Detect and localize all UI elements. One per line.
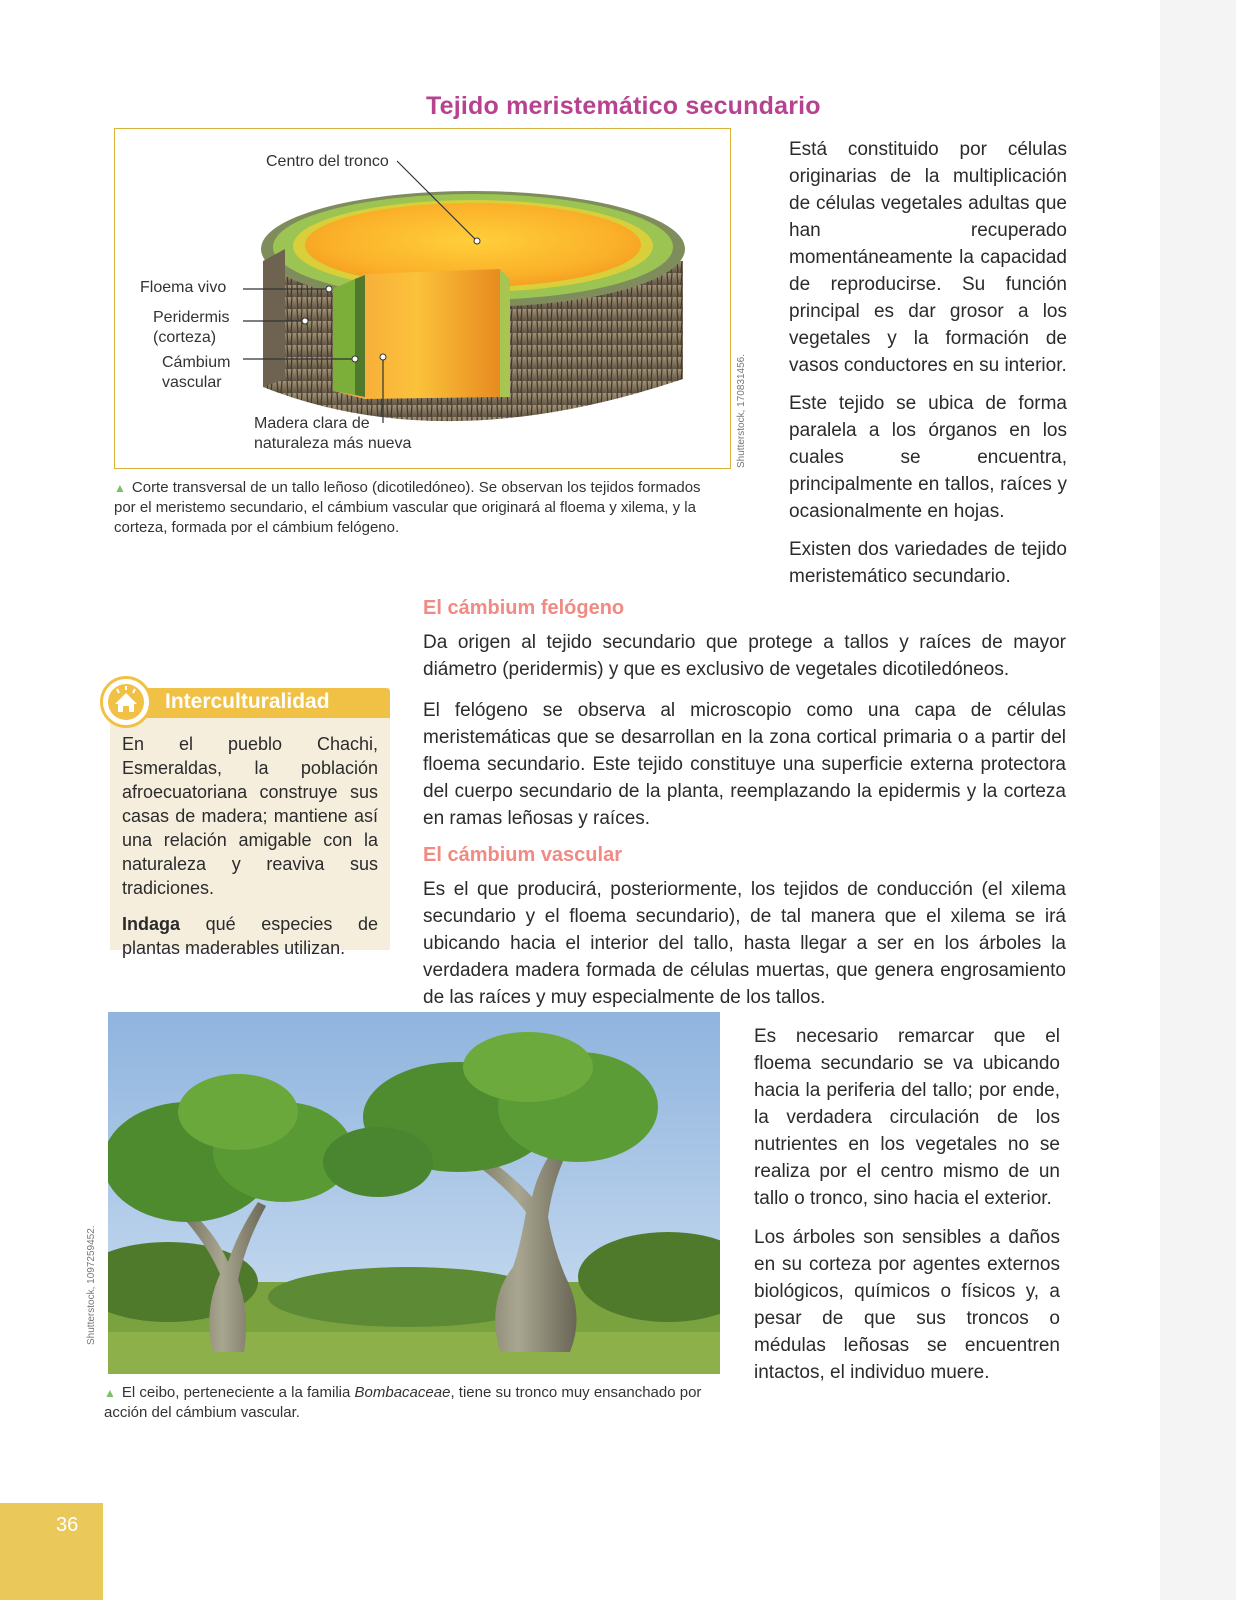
page-edge-shade [1160,0,1236,1600]
cut-side-ring [500,269,510,397]
felogeno-heading: El cámbium felógeno [423,597,625,619]
figure2-credit: Shutterstock, 1097259452. [86,1225,97,1345]
interculturalidad-title: Interculturalidad [165,690,330,713]
triangle-icon: ▲ [114,481,126,495]
house-people-icon [103,679,149,725]
label-peridermis: Peridermis [153,309,230,326]
intro-paragraph-3: Existen dos variedades de tejido meristemático secundario. [789,539,1067,587]
label-centro-tronco: Centro del tronco [266,153,389,170]
vascular-heading: El cámbium vascular [423,844,622,866]
label-vascular: vascular [162,374,222,391]
vascular-paragraph-1: Es el que producirá, posteriormente, los tejidos de conducción (el xilema secundario y el floema secundario), de tal manera que el xilema se irá ubicando hacia el interior del tallo, hasta llegar a ser en los árboles la verdadera madera formada de células muertas, que genera engrosamiento de las raíces y muy especialmente de los tallos. [423,879,1066,1008]
felogeno-paragraph-1: Da origen al tejido secundario que protege a tallos y raíces de mayor diámetro (peridermis) y que es exclusivo de vegetales dicotiledóneos. [423,632,1066,680]
label-naturaleza-nueva: naturaleza más nueva [254,435,412,452]
trunk-cross-section-diagram [115,129,732,470]
ceibo-photo [108,1012,720,1374]
intro-paragraph-1: Está constituido por células originarias de la multiplicación de células vegetales adultas que han recuperado momentáneamente la capacidad de reproducirse. Su función principal es dar grosor a los vegetales y la formación de vasos conductores en su interior. [789,139,1067,376]
label-madera-clara: Madera clara de [254,415,370,432]
interculturalidad-header [110,688,390,718]
ceibo-illustration [108,1012,720,1374]
leader-floema-dot [326,286,332,292]
page-number: 36 [56,1514,79,1536]
closing-paragraph-1: Es necesario remarcar que el floema secundario se va ubicando hacia la periferia del tallo; por ende, la verdadera circulación de los nutrientes en los vegetales no se realiza por el centro mismo de un tallo o tronco, sino hacia el exterior. [754,1026,1060,1209]
culture-icon [100,676,152,728]
leader-madera-dot [380,354,386,360]
page-number-tab [0,1503,103,1600]
page-title: Tejido meristemático secundario [426,92,821,120]
cut-cambium [355,275,365,397]
interculturalidad-text [122,732,378,972]
cut-floema [333,279,355,395]
trunk-diagram-frame [114,128,731,469]
label-floema-vivo: Floema vivo [140,279,227,296]
figure1-credit: Shutterstock, 170831456. [736,354,747,468]
interculturalidad-paragraph-2: Indaga qué especies de plantas maderables utilizan. [122,914,378,958]
felogeno-paragraph-2: El felógeno se observa al microscopio como una capa de células meristemáticas que se desarrollan en la zona cortical primaria o a partir del floema secundario. Este tejido constituye una superficie externa protectora del cuerpo secundario de la planta, reemplazando la epidermis y la corteza en ramas leñosas y raíces. [423,700,1066,829]
leader-center-dot [474,238,480,244]
closing-paragraph-2: Los árboles son sensibles a daños en su corteza por agentes externos biológicos, químicos o físicos y, a pesar de que sus troncos o médulas leñosas se encuentren intactos, el individuo muere. [754,1227,1060,1383]
interculturalidad-paragraph-1: En el pueblo Chachi, Esmeraldas, la población afroecuatoriana construye sus casas de madera; mantiene así una relación amigable con la naturaleza y reaviva sus tradiciones. [122,734,378,898]
leader-peridermis-dot [302,318,308,324]
leader-cambium-dot [352,356,358,362]
figure1-caption: ▲ Corte transversal de un tallo leñoso (dicotiledóneo). Se observan los tejidos formados por el meristemo secundario, el cámbium vascular que originará al floema y xilema, y la corteza, formada por el cámbium felógeno. [114,479,701,536]
label-corteza: (corteza) [153,329,217,346]
label-cambium: Cámbium [162,354,231,371]
triangle-icon: ▲ [104,1386,116,1400]
figure2-caption: ▲ El ceibo, perteneciente a la familia Bombacaceae, tiene su tronco muy ensanchado por acción del cámbium vascular. [104,1384,702,1421]
bark-edge [263,249,285,387]
intro-paragraph-2: Este tejido se ubica de forma paralela a los órganos en los cuales se encuentra, principalmente en tallos, raíces y ocasionalmente en hojas. [789,393,1067,522]
